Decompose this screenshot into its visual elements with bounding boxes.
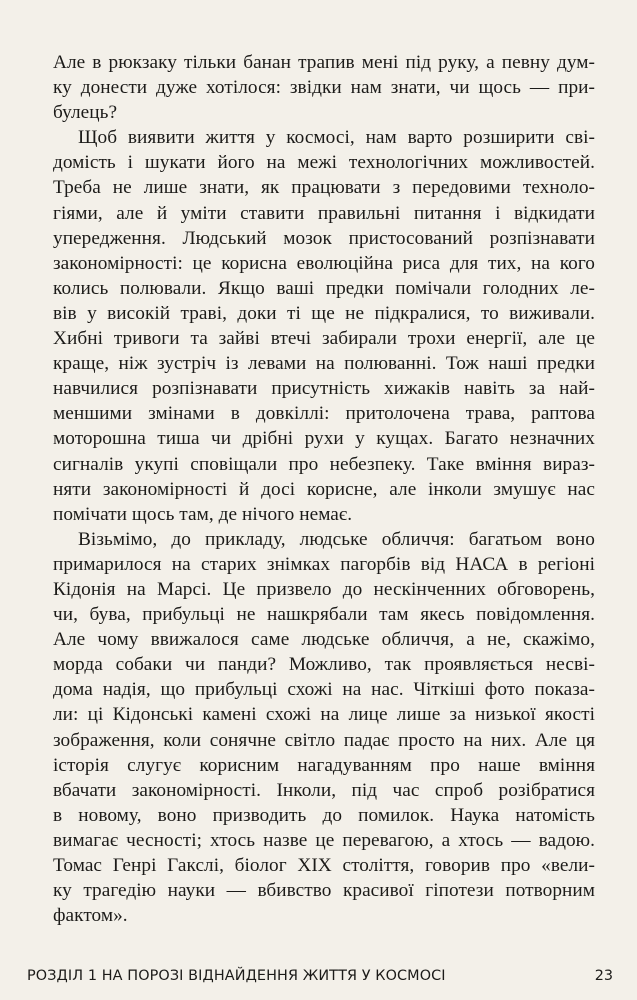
text-line: Але чому ввижалося саме людське обличчя, а не, скажімо, (53, 629, 595, 651)
text-line: ку трагедію науки — вбивство красивої гіпотези потворним (53, 880, 595, 902)
text-line: фактом». (53, 905, 128, 927)
text-line: колись полювали. Якщо ваші предки помічали голодних ле- (53, 277, 595, 299)
text-line: булець? (53, 102, 118, 124)
text-line: Хибні тривоги та зайві втечі забирали трохи енергії, але це (53, 328, 595, 350)
text-line: няти закономірності й досі корисне, але інколи змушує нас (53, 478, 595, 500)
text-line: Томас Генрі Гакслі, біолог XIX століття, говорив про «вели- (53, 855, 595, 876)
text-line: домість і шукати його на межі технологічних можливостей. (53, 152, 595, 174)
text-line: Візьмімо, до прикладу, людське обличчя: багатьом воно (78, 528, 595, 550)
paragraph (53, 527, 595, 929)
text-line: упередження. Людський мозок пристосований розпізнавати (53, 227, 595, 249)
text-line: навчилися розпізнавати присутність хижаків навіть за най- (53, 378, 595, 400)
text-line: зображення, коли сонячне світло падає просто на них. Але ця (53, 729, 595, 751)
text-line: закономірності: це корисна еволюційна риса для тих, на кого (53, 252, 595, 274)
text-line: гіями, але й уміти ставити правильні питання і відкидати (53, 202, 595, 224)
text-line: помічати щось там, де нічого немає. (53, 503, 353, 525)
paragraph (53, 125, 595, 527)
text-line: в новому, воно призводить до помилок. Наука натомість (53, 804, 595, 826)
body-text (53, 50, 595, 928)
text-line: примарилося на старих знімках пагорбів від НАСА в регіоні (53, 553, 595, 575)
text-line: морда собаки чи панди? Можливо, так проявляється несві- (53, 654, 595, 676)
chapter-title: РОЗДІЛ 1 НА ПОРОЗІ ВІДНАЙДЕННЯ ЖИТТЯ У КОСМОСІ (27, 968, 446, 984)
text-line: ли: ці Кідонські камені схожі на лице лише за низької якості (53, 704, 595, 726)
text-line: Щоб виявити життя у космосі, нам варто розширити сві- (78, 127, 595, 149)
text-line: Але в рюкзаку тільки банан трапив мені під руку, а певну дум- (53, 52, 595, 73)
text-line: краще, ніж зустріч із левами на полюванні. Тож наші предки (53, 353, 595, 375)
paragraph (53, 50, 595, 125)
text-line: Треба не лише знати, як працювати з передовими техноло- (53, 177, 595, 199)
text-line: історія слугує корисним нагадуванням про наше вміння (53, 754, 595, 776)
text-line: Кідонія на Марсі. Це призвело до нескінченних обговорень, (53, 578, 595, 600)
text-line: ку донести дуже хотілося: звідки нам знати, чи щось — при- (53, 77, 595, 99)
text-line: моторошна тиша чи дрібні рухи у кущах. Багато незначних (53, 428, 595, 450)
text-line: вів у високій траві, доки ті ще не підкралися, то виживали. (53, 302, 595, 324)
text-line: меншими змінами в довкіллі: притолочена трава, раптова (53, 403, 595, 425)
text-line: дома надія, що прибульці схожі на нас. Чіткіші фото показа- (53, 679, 595, 701)
text-line: вбачати закономірності. Інколи, під час спроб розібратися (53, 779, 595, 801)
text-line: чи, бува, прибульці не нашкрябали там якесь повідомлення. (53, 604, 595, 626)
text-line: вимагає чесності; хтось назве це перевагою, а хтось — вадою. (53, 829, 595, 851)
text-line: сигналів укупі сповіщали про небезпеку. Таке вміння вираз- (53, 453, 595, 475)
running-footer (27, 968, 613, 990)
page-number: 23 (594, 968, 613, 984)
